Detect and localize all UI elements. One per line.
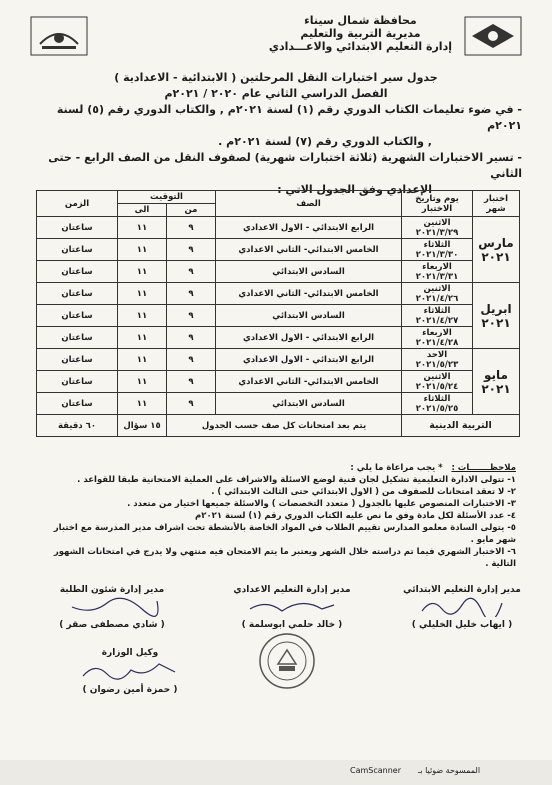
table-row xyxy=(37,327,520,349)
exam-date: ٢٠٢١/٤/٢٨ xyxy=(415,337,459,348)
note-item: ٤- عدد الأسئلة لكل مادة وفق ما نص عليه الكتاب الدوري رقم (١) لسنة ٢٠٢١م xyxy=(195,511,516,521)
handwritten-signature-icon xyxy=(62,595,162,617)
notes-section xyxy=(36,462,516,570)
camscanner-label: CamScanner xyxy=(350,766,402,775)
month-year: ٢٠٢١ xyxy=(481,249,511,264)
day-date-cell xyxy=(402,283,473,305)
notes-title: ملاحظـــــــات : xyxy=(451,463,516,473)
month-year: ٢٠٢١ xyxy=(481,315,511,330)
exam-date: ٢٠٢١/٣/٣١ xyxy=(415,271,459,282)
scanned-by-label: الممسوحة ضوئيا بـ xyxy=(418,766,481,775)
table-row xyxy=(37,217,520,239)
title-line-2: الفصل الدراسي الثاني عام ٢٠٢٠ / ٢٠٢١م xyxy=(164,87,388,100)
ministry-logo-left-icon xyxy=(30,16,88,56)
signature-prep xyxy=(232,585,352,630)
grade-cell: الخامس الابتدائي- الثاني الاعدادي xyxy=(216,283,402,305)
col-grade-header: الصف xyxy=(216,191,402,217)
signature-affairs xyxy=(52,585,172,630)
duration-cell: ساعتان xyxy=(37,217,118,239)
day-date-cell xyxy=(402,239,473,261)
grade-cell: الرابع الابتدائي - الاول الاعدادي xyxy=(216,327,402,349)
table-row xyxy=(37,371,520,393)
month-year: ٢٠٢١ xyxy=(481,381,511,396)
duration-cell: ساعتان xyxy=(37,239,118,261)
day-date-cell xyxy=(402,305,473,327)
from-cell: ٩ xyxy=(167,261,216,283)
handwritten-signature-icon xyxy=(75,658,185,682)
from-cell: ٩ xyxy=(167,305,216,327)
to-cell: ١١ xyxy=(118,239,167,261)
col-time-header: التوقيت xyxy=(118,191,216,204)
ministry-logo-right-icon xyxy=(464,16,522,56)
table-row xyxy=(37,305,520,327)
grade-cell: السادس الابتدائي xyxy=(216,305,402,327)
table-row xyxy=(37,239,520,261)
grade-cell: السادس الابتدائي xyxy=(216,393,402,415)
to-cell: ١١ xyxy=(118,371,167,393)
month-cell xyxy=(473,217,520,283)
religion-row xyxy=(37,415,520,437)
official-seal-icon xyxy=(258,632,316,690)
primary-director-title: مدير إدارة التعليم الابتدائي xyxy=(403,585,521,595)
col-duration-header: الزمن xyxy=(37,191,118,217)
from-cell: ٩ xyxy=(167,349,216,371)
signature-primary xyxy=(402,585,522,630)
duration-cell: ساعتان xyxy=(37,305,118,327)
exam-date: ٢٠٢١/٣/٣٠ xyxy=(415,249,459,260)
table-row xyxy=(37,349,520,371)
col-month-header: اختبار شهر xyxy=(473,191,520,217)
note-item: ٥- يتولى السادة معلمو المدارس تقييم الطلاب في المواد الخاصة بالأنشطة تحت اشراف مدير المدرسة مع اختبار شهر مايو . xyxy=(53,523,516,545)
note-item: ٢- لا تعقد امتحانات للصفوف من ( الاول الابتدائي حتى الثالث الابتدائي ) . xyxy=(211,487,516,497)
notes-subtitle: * يجب مراعاة ما يلي : xyxy=(350,463,443,473)
note-item: ٣- الاختبارات المنصوص عليها بالجدول ( متعدد التخصصات ) والاسئلة جميعها اختيار من متعدد . xyxy=(127,499,516,509)
day-date-cell xyxy=(402,261,473,283)
organization-name xyxy=(269,14,452,53)
col-from-header: من xyxy=(167,204,216,217)
day-date-cell xyxy=(402,327,473,349)
grade-cell: الخامس الابتدائي- الثاني الاعدادي xyxy=(216,371,402,393)
scan-footer xyxy=(0,760,552,785)
month-name: مارس xyxy=(478,235,514,250)
affairs-director-title: مدير إدارة شئون الطلبة xyxy=(59,585,165,595)
directorate-name: مديرية التربية والتعليم xyxy=(300,27,421,40)
day-name: الاربعاء xyxy=(422,261,452,272)
to-cell: ١١ xyxy=(118,261,167,283)
day-date-cell xyxy=(402,217,473,239)
month-name: ابريل xyxy=(480,301,512,316)
to-cell: ١١ xyxy=(118,327,167,349)
exam-date: ٢٠٢١/٥/٢٥ xyxy=(415,403,459,414)
grade-cell: السادس الابتدائي xyxy=(216,261,402,283)
duration-cell: ساعتان xyxy=(37,261,118,283)
from-cell: ٩ xyxy=(167,371,216,393)
to-cell: ١١ xyxy=(118,305,167,327)
title-line-1: جدول سير اختبارات النقل المرحلتين ( الابتدائية - الاعدادية ) xyxy=(114,71,438,84)
title-line-6: الإعدادي وفق الجدول الاتي : xyxy=(277,183,432,196)
exam-date: ٢٠٢١/٣/٢٩ xyxy=(415,227,459,238)
note-item: ١- تتولى الادارة التعليمية تشكيل لجان فنية لوضع الاسئلة والاشراف على العملية الامتحانية طبقا للقواعد . xyxy=(77,475,516,485)
primary-director-name: ( ايهاب خليل الخليلي ) xyxy=(411,620,513,630)
title-line-5: - تسير الاختبارات الشهرية (ثلاثة اختبارات شهرية) لصفوف النقل من الصف الرابع - حتى الثاني xyxy=(48,151,522,180)
col-day-header: يوم وتاريخ الاختبار xyxy=(402,191,473,217)
day-date-cell xyxy=(402,393,473,415)
day-name: الاربعاء xyxy=(422,327,452,338)
from-cell: ٩ xyxy=(167,239,216,261)
religion-duration: ٦٠ دقيقة xyxy=(37,415,118,437)
letterhead xyxy=(30,14,522,64)
month-cell xyxy=(473,349,520,415)
duration-cell: ساعتان xyxy=(37,349,118,371)
religion-questions: ١٥ سؤال xyxy=(118,415,167,437)
administration-name: إدارة التعليم الابتدائي والاعـــدادي xyxy=(268,40,452,53)
religion-label: التربية الدينية xyxy=(402,415,520,437)
exam-schedule-table xyxy=(36,190,520,437)
prep-director-title: مدير إدارة التعليم الاعدادي xyxy=(233,585,351,595)
deputy-minister-name: ( حمزة أمين رضوان ) xyxy=(82,685,178,695)
col-to-header: الى xyxy=(118,204,167,217)
table-row xyxy=(37,393,520,415)
month-name: مايو xyxy=(484,367,508,382)
title-line-4: , والكتاب الدوري رقم (٧) لسنة ٢٠٢١م . xyxy=(218,135,432,148)
from-cell: ٩ xyxy=(167,393,216,415)
title-line-3: - في ضوء تعليمات الكتاب الدوري رقم (١) لسنة ٢٠٢١م , والكتاب الدوري رقم (٥) لسنة ٢٠٢١م xyxy=(56,103,522,132)
religion-note: يتم بعد امتحانات كل صف حسب الجدول xyxy=(167,415,402,437)
exam-date: ٢٠٢١/٤/٢٧ xyxy=(415,315,459,326)
duration-cell: ساعتان xyxy=(37,393,118,415)
handwritten-signature-icon xyxy=(242,595,342,617)
to-cell: ١١ xyxy=(118,217,167,239)
day-name: الاثنين xyxy=(423,217,451,228)
table-row xyxy=(37,283,520,305)
grade-cell: الرابع الابتدائي - الاول الاعدادي xyxy=(216,217,402,239)
handwritten-signature-icon xyxy=(412,595,512,617)
duration-cell: ساعتان xyxy=(37,283,118,305)
day-name: الثلاثاء xyxy=(423,239,451,250)
day-date-cell xyxy=(402,349,473,371)
day-name: الثلاثاء xyxy=(423,305,451,316)
month-cell xyxy=(473,283,520,349)
document-title xyxy=(30,70,522,198)
governorate-name: محافظة شمال سيناء xyxy=(304,14,417,27)
note-item: ٦- الاختبار الشهري فيما تم دراسته خلال الشهر ويعتبر ما يتم الامتحان فيه منتهي ولا يدرج في امتحانات الشهور التالية . xyxy=(53,547,516,569)
day-name: الاثنين xyxy=(423,283,451,294)
from-cell: ٩ xyxy=(167,283,216,305)
exam-date: ٢٠٢١/٥/٢٤ xyxy=(415,381,459,392)
day-name: الاثنين xyxy=(423,371,451,382)
exam-date: ٢٠٢١/٤/٢٦ xyxy=(415,293,459,304)
signature-deputy xyxy=(60,648,200,695)
from-cell: ٩ xyxy=(167,327,216,349)
grade-cell: الخامس الابتدائي- الثاني الاعدادي xyxy=(216,239,402,261)
deputy-minister-title: وكيل الوزارة xyxy=(101,648,159,658)
affairs-director-name: ( شادي مصطفى صقر ) xyxy=(59,620,165,630)
day-name: الاحد xyxy=(426,349,448,360)
grade-cell: الرابع الابتدائي - الاول الاعدادي xyxy=(216,349,402,371)
prep-director-name: ( خالد حلمي ابوسلمة ) xyxy=(241,620,343,630)
day-date-cell xyxy=(402,371,473,393)
day-name: الثلاثاء xyxy=(423,393,451,404)
to-cell: ١١ xyxy=(118,283,167,305)
duration-cell: ساعتان xyxy=(37,327,118,349)
to-cell: ١١ xyxy=(118,393,167,415)
to-cell: ١١ xyxy=(118,349,167,371)
from-cell: ٩ xyxy=(167,217,216,239)
duration-cell: ساعتان xyxy=(37,371,118,393)
exam-date: ٢٠٢١/٥/٢٣ xyxy=(415,359,459,370)
table-row xyxy=(37,261,520,283)
